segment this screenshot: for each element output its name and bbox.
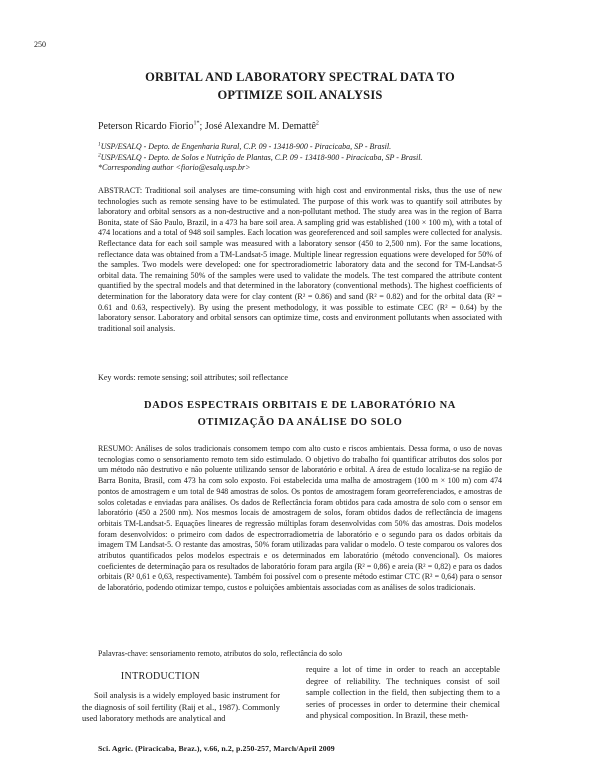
author-2-marker: 2 bbox=[315, 120, 319, 127]
affiliation-2-text: USP/ESALQ - Depto. de Solos e Nutrição de Plantas, C.P. 09 - 13418-900 - Piracicaba, SP - Brasil. bbox=[100, 152, 423, 162]
page-number: 250 bbox=[34, 40, 46, 49]
affiliation-1-marker: 1 bbox=[98, 141, 101, 148]
introduction-heading: INTRODUCTION bbox=[120, 671, 201, 682]
affiliation-1-text: USP/ESALQ - Depto. de Engenharia Rural, C.P. 09 - 13418-900 - Piracicaba, SP - Brasil. bbox=[100, 142, 392, 151]
intro-right-column: require a lot of time in order to reach an acceptable degree of reliability. The techniques consist of soil sample collection in the field, then subjecting them to a series of processes in order to determine their chemical and physical composition. In Brazil, these meth- bbox=[306, 665, 500, 721]
author-2: ; José Alexandre M. Demattê bbox=[199, 121, 316, 132]
pt-title-line-1: DADOS ESPECTRAIS ORBITAIS E DE LABORATÓRIO NA bbox=[144, 400, 456, 411]
intro-left-column bbox=[82, 690, 280, 725]
paper-title bbox=[60, 68, 540, 104]
author-list bbox=[98, 121, 319, 132]
portuguese-title bbox=[100, 397, 500, 431]
intro-left-text: Soil analysis is a widely employed basic instrument for the diagnosis of soil fertility (Raij et al., 1987). Commonly used laboratory methods are analytical and bbox=[82, 691, 280, 724]
author-1: Peterson Ricardo Fiorio bbox=[98, 121, 194, 132]
keywords: Key words: remote sensing; soil attributes; soil reflectance bbox=[98, 373, 288, 382]
resumo: RESUMO: Análises de solos tradicionais consomem tempo com alto custo e riscos ambientais. Dessa forma, o uso de novas tecnologias como o sensoriamento remoto tem sido estimulado. O objetivo do trabalho foi quantificar atributos dos solos por um método não destrutivo e não poluente utilizando sensor de laboratório e orbital. A área de estudo localiza-se na região de Barra Bonita, Brasil, com 473 ha com solo exposto. Foi estabelecida uma malha de amostragem (100 m × 100 m) com 474 pontos de amostragem e um total de 948 amostras de solos. Os pontos de amostragem foram georreferenciados, e amostras de solos coletadas e enviadas para análises. Os dados de Reflectância foram obtidos para cada amostra de solo com o sensor em laboratório (450 a 2500 nm). Nos mesmos locais de amostragem de solos, foram obtidos dados de reflectância de imagens orbitais TM-Landsat-5. Equações lineares de regressão múltiplas foram desenvolvidas com 50% das amostras. Dois modelos foram desenvolvidos: o primeiro com dados de espectrorradiometria de laboratório e o segundo para os dados orbitais da imagem TM Landsat-5. O restante das amostras, 50% foram utilizadas para validar o modelo. O teste comparou os valores dos atributos quantificados pelos modelos espectrais e os determinados em laboratório (método convencional). Os maiores coeficientes de determinação para os resultados de laboratório foram para argila (R² = 0,86) e areia (R² = 0,82) e para os dados orbitais (R² 0,61 e 0,63, respectivamente). Também foi possível com o presente método estimar CTC (R² = 0,64) para o sensor de laboratório, podendo otimizar tempo, custos e poluições ambientais associadas com as análises de solos tradicionais. bbox=[98, 444, 502, 593]
abstract: ABSTRACT: Traditional soil analyses are time-consuming with high cost and environmental risks, thus the use of new technologies such as remote sensing have to be estimulated. The purpose of this work was to quantify soil attributes by laboratory and orbital sensors as a non-destructive and a non-pollutant method. The study area was in the region of Barra Bonita, state of São Paulo, Brazil, in a 473 ha bare soil area. A sampling grid was established (100 × 100 m), with a total of 474 locations and a total of 948 soil samples. Each location was georeferenced and soil samples were collected for analysis. Reflectance data for each soil sample was measured with a laboratory sensor (450 to 2,500 nm). For the same locations, reflectance data was obtained from a TM-Landsat-5 image. Multiple linear regression equations were developed for 50% of the samples. Two models were developed: one for spectroradiometric laboratory data and the second for TM-Landsat-5 orbital data. The remaining 50% of the samples were used to validate the models. The test compared the attribute content quantified by the spectral models and that determined in the laboratory (conventional methods). The highest coefficients of determination for the laboratory data were for clay content (R² = 0.86) and sand (R² = 0.82) and for the orbital data (R² = 0.61 and 0.63, respectively). By using the present methodology, it was possible to estimate CEC (R² = 0.64) by the laboratory sensor. Laboratory and orbital sensors can optimize time, costs and environment pollutants when associated with traditional soil analysis. bbox=[98, 186, 502, 333]
affiliation-2-marker: 2 bbox=[98, 151, 101, 158]
author-1-marker: 1* bbox=[193, 120, 200, 127]
affiliation-1 bbox=[98, 142, 518, 153]
corresponding-author: *Corresponding author <fiorio@esalq.usp.br> bbox=[98, 163, 251, 172]
journal-footer: Sci. Agric. (Piracicaba, Braz.), v.66, n.2, p.250-257, March/April 2009 bbox=[98, 744, 335, 753]
affiliations bbox=[98, 142, 518, 174]
affiliation-2 bbox=[98, 153, 518, 164]
title-line-2: OPTIMIZE SOIL ANALYSIS bbox=[217, 88, 383, 102]
palavras-chave: Palavras-chave: sensoriamento remoto, atributos do solo, reflectância do solo bbox=[98, 649, 343, 658]
title-line-1: ORBITAL AND LABORATORY SPECTRAL DATA TO bbox=[145, 70, 455, 84]
pt-title-line-2: OTIMIZAÇÃO DA ANÁLISE DO SOLO bbox=[197, 417, 403, 428]
